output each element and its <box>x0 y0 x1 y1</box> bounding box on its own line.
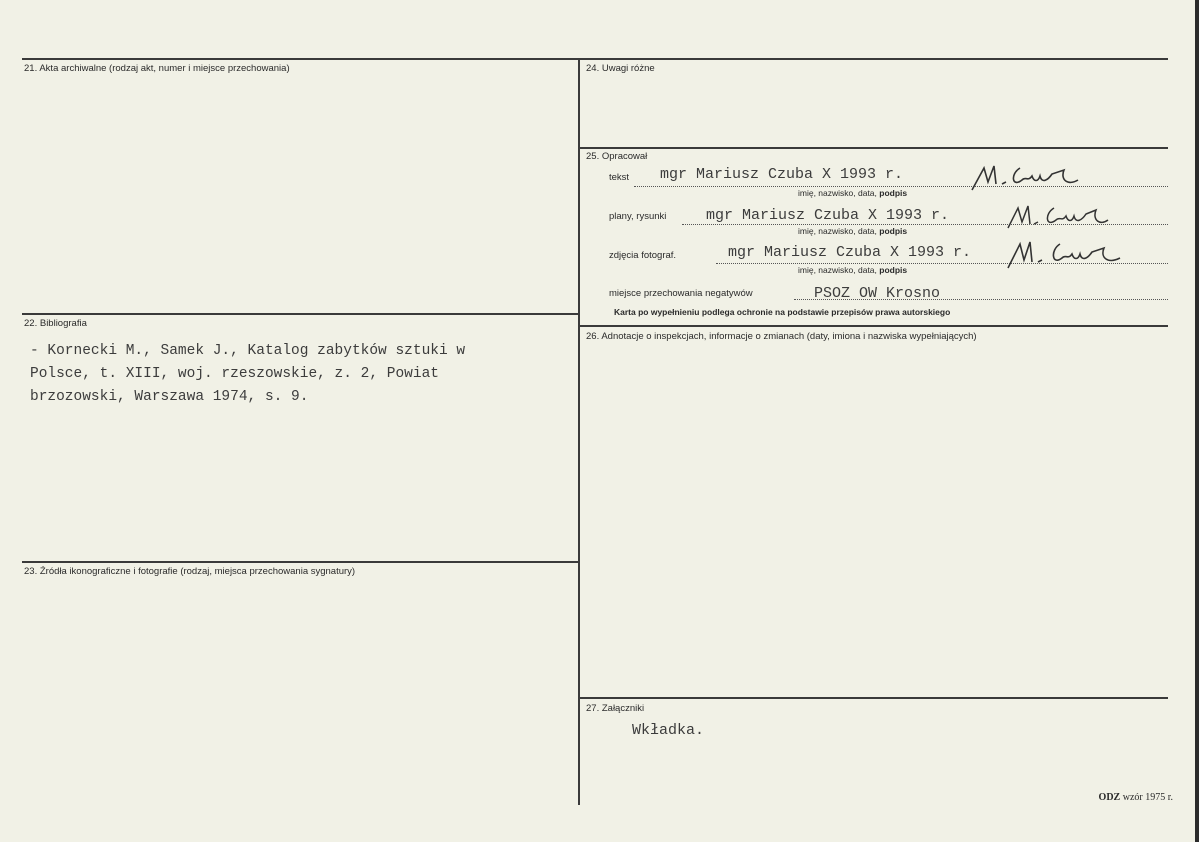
section-number: 25. <box>586 151 600 162</box>
copyright-notice: Karta po wypełnieniu podlega ochronie na podstawie przepisów prawa autorskiego <box>614 307 951 317</box>
section-title: Uwagi różne <box>601 63 655 74</box>
center-rule <box>578 58 580 805</box>
section-21-heading <box>24 63 290 74</box>
negatywy-label: miejsce przechowania negatywów <box>609 288 753 299</box>
footer-text: wzór 1975 r. <box>1122 792 1173 803</box>
attachments-value: Wkładka. <box>632 722 705 739</box>
section-25-heading <box>586 151 647 162</box>
caption-text: imię, nazwisko, data, <box>798 226 877 236</box>
bibliography-line: brzozowski, Warszawa 1974, s. 9. <box>30 389 309 405</box>
caption-signature: podpis <box>879 188 908 198</box>
caption-signature: podpis <box>879 265 908 275</box>
rule-21-22 <box>22 313 578 315</box>
section-title: Akta archiwalne (rodzaj akt, numer i miejsce przechowania) <box>39 63 290 74</box>
zdjecia-value: mgr Mariusz Czuba X 1993 r. <box>728 244 972 261</box>
plany-caption <box>798 226 907 236</box>
signature-plany <box>1004 202 1114 232</box>
tekst-value: mgr Mariusz Czuba X 1993 r. <box>660 166 904 183</box>
rule-25-26 <box>580 325 1168 327</box>
card-edge <box>1195 0 1199 842</box>
signature-zdjecia <box>1004 236 1134 272</box>
rule-22-23 <box>22 561 578 563</box>
zdjecia-label: zdjęcia fotograf. <box>609 250 677 261</box>
section-23-heading <box>24 566 355 577</box>
tekst-label: tekst <box>609 172 630 183</box>
section-title: Adnotacje o inspekcjach, informacje o zmianach (daty, imiona i nazwiska wypełniających) <box>601 331 977 342</box>
section-title: Opracował <box>601 151 648 162</box>
section-27-heading <box>586 703 644 714</box>
section-26-heading <box>586 331 977 342</box>
section-number: 21. <box>24 63 38 74</box>
rule-26-27 <box>580 697 1168 699</box>
bibliography-line: - Kornecki M., Samek J., Katalog zabytków sztuki w <box>30 343 466 359</box>
footer-code: ODZ <box>1098 792 1121 803</box>
rule-24-25 <box>580 147 1168 149</box>
section-number: 22. <box>24 318 38 329</box>
bibliography-line: Polsce, t. XIII, woj. rzeszowskie, z. 2, Powiat <box>30 366 439 382</box>
section-number: 24. <box>586 63 600 74</box>
section-title: Załączniki <box>601 703 645 714</box>
section-title: Bibliografia <box>39 318 87 329</box>
caption-signature: podpis <box>879 226 908 236</box>
form-footer <box>1099 792 1173 803</box>
negatywy-dotline <box>794 299 1168 300</box>
section-22-heading <box>24 318 87 329</box>
caption-text: imię, nazwisko, data, <box>798 188 877 198</box>
zdjecia-caption <box>798 265 907 275</box>
caption-text: imię, nazwisko, data, <box>798 265 877 275</box>
negatywy-value: PSOZ OW Krosno <box>814 285 941 302</box>
tekst-caption <box>798 188 907 198</box>
plany-label: plany, rysunki <box>609 211 667 222</box>
signature-tekst <box>968 160 1088 196</box>
section-number: 23. <box>24 566 38 577</box>
section-24-heading <box>586 63 655 74</box>
section-number: 26. <box>586 331 600 342</box>
top-rule <box>22 58 1168 60</box>
plany-value: mgr Mariusz Czuba X 1993 r. <box>706 207 950 224</box>
section-title: Źródła ikonograficzne i fotografie (rodzaj, miejsca przechowania sygnatury) <box>39 566 356 577</box>
section-number: 27. <box>586 703 600 714</box>
bibliography-entry <box>30 340 465 409</box>
